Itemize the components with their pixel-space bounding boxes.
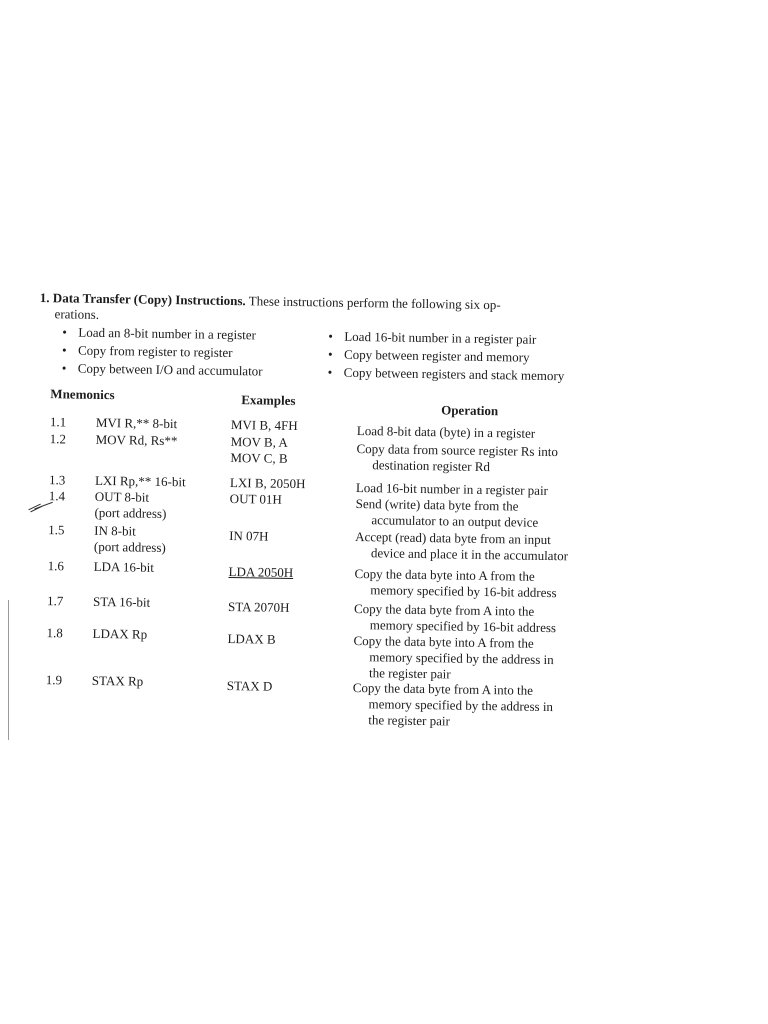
row-example: MOV B, A MOV C, B — [230, 434, 288, 466]
row-example: LDAX B — [227, 630, 276, 647]
row-mnemonic: STA 16-bit — [92, 593, 151, 610]
list-item: • Load an 8-bit number in a register — [62, 324, 328, 344]
row-number: 1.6 — [47, 558, 65, 574]
row-example: IN 07H — [229, 528, 269, 544]
row-number: 1.8 — [46, 625, 63, 641]
header-examples: Examples — [241, 392, 296, 409]
row-example: LXI B, 2050H — [229, 475, 306, 492]
section-title: Data Transfer (Copy) Instructions. — [52, 290, 246, 309]
row-example: STAX D — [226, 677, 273, 694]
row-number: 1.1 — [49, 414, 67, 430]
list-item: • Copy between I/O and accumulator — [62, 360, 328, 380]
row-operation: Copy data from source register Rs into destination register Rd — [356, 440, 559, 475]
section-intro-cont: erations. — [54, 306, 100, 322]
header-mnemonics: Mnemonics — [50, 386, 115, 403]
header-operation: Operation — [441, 402, 499, 419]
row-operation: Copy the data byte from A into the memory specified by the address in the register pair — [352, 679, 554, 729]
row-number: 1.2 — [49, 431, 67, 447]
instruction-table — [33, 386, 618, 729]
row-operation: Copy the data byte into A from the memory specified by the address in the register pair — [353, 632, 554, 682]
row-operation: Send (write) data byte from the accumulator to an output device — [355, 495, 539, 530]
row-operation: Copy the data byte into A from the memory specified by 16-bit address — [354, 565, 557, 601]
row-mnemonic: STAX Rp — [91, 672, 144, 689]
list-item: • Load 16-bit number in a register pair — [328, 329, 618, 350]
section-intro: These instructions perform the following six op- — [248, 293, 501, 313]
list-item: • Copy between register and memory — [328, 347, 618, 368]
row-mnemonic: MOV Rd, Rs** — [95, 431, 178, 449]
row-mnemonic: LDA 16-bit — [93, 558, 155, 575]
row-example: STA 2070H — [227, 598, 290, 615]
row-example: MVI B, 4FH — [230, 417, 298, 434]
row-operation: Copy the data byte from A into the memory specified by 16-bit address — [353, 600, 557, 636]
row-example: OUT 01H — [229, 491, 282, 507]
row-number: 1.5 — [48, 522, 65, 538]
row-mnemonic: OUT 8-bit (port address) — [94, 488, 167, 522]
row-operation: Load 8-bit data (byte) in a register — [356, 422, 536, 441]
row-mnemonic: LDAX Rp — [92, 625, 148, 642]
section-number: 1. — [39, 290, 50, 306]
document-sheet — [33, 290, 620, 729]
list-item: • Copy from register to register — [62, 342, 328, 362]
scan-edge-line — [8, 600, 9, 740]
row-operation: Load 16-bit number in a register pair — [355, 479, 549, 499]
row-mnemonic: IN 8-bit (port address) — [93, 522, 166, 556]
row-example: LDA 2050H — [228, 563, 294, 581]
operations-list — [62, 324, 620, 385]
row-mnemonic: LXI Rp,** 16-bit — [94, 472, 186, 490]
row-mnemonic: MVI R,** 8-bit — [95, 414, 178, 432]
row-number: 1.3 — [48, 472, 66, 488]
row-number: 1.4 — [48, 488, 66, 504]
row-operation: Accept (read) data byte from an input device and place it in the accumulator — [355, 528, 569, 564]
list-item: • Copy between registers and stack memory — [328, 365, 618, 386]
row-number: 1.7 — [47, 593, 64, 609]
row-number: 1.9 — [45, 672, 63, 688]
